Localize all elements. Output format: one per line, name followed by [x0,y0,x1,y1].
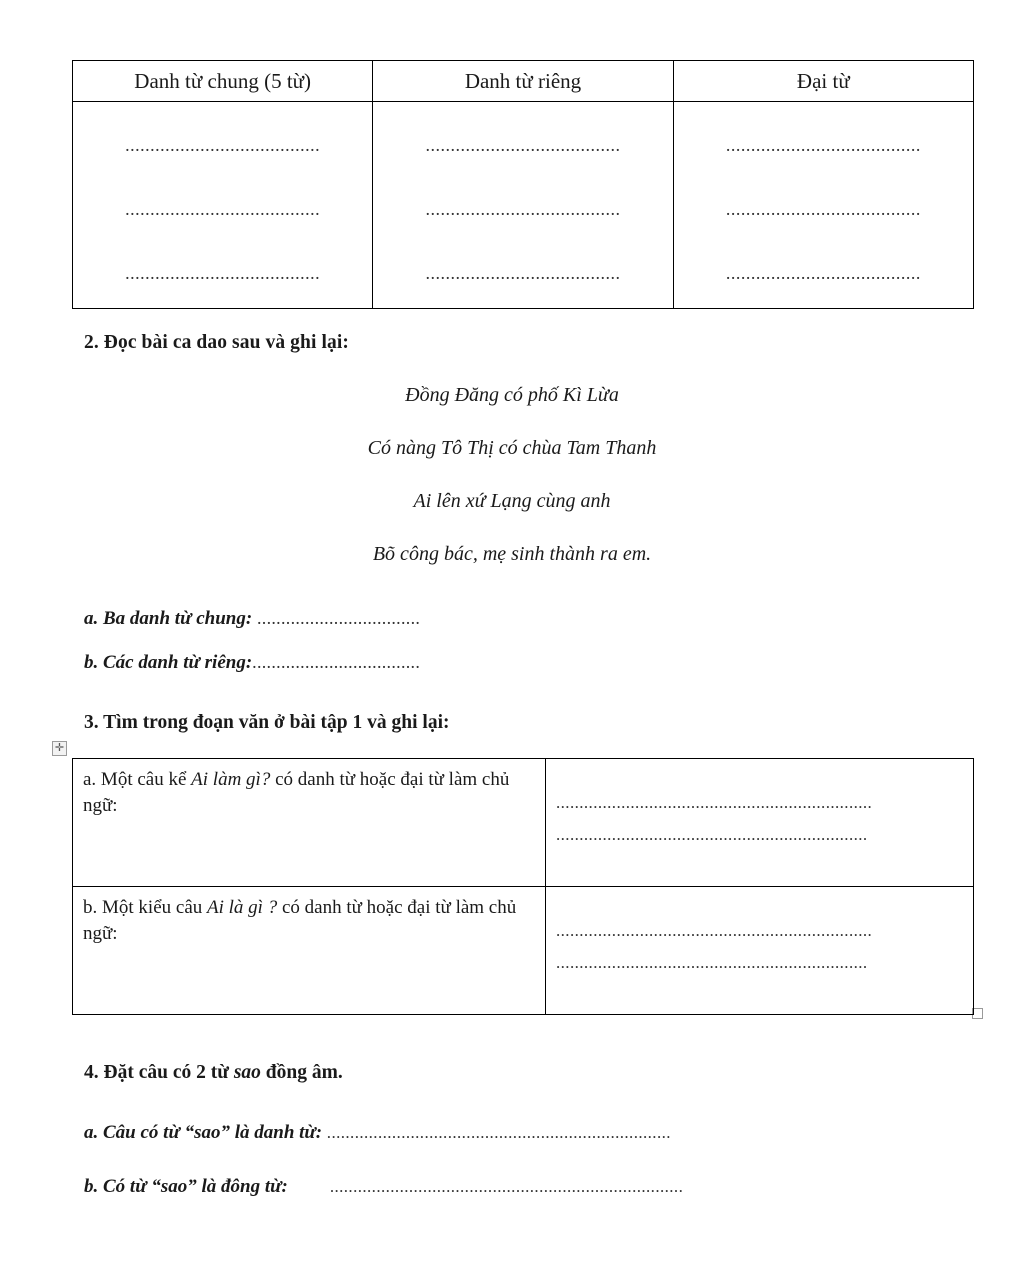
cell-prompt-a [73,759,546,887]
column-header-proper-nouns: Danh từ riêng [373,61,673,102]
question-4b [84,1176,683,1198]
blank-line: ....................................... [725,136,921,154]
answer-blank[interactable]: .................................. [252,608,421,628]
poem-line: Bõ công bác, mẹ sinh thành ra em. [372,543,652,565]
question-4-title-post: đồng âm. [260,1062,343,1083]
question-3-table [72,758,974,1015]
question-4-title [84,1062,343,1084]
cell-answer-a[interactable] [546,759,974,887]
prompt-b-pre: b. Một kiểu câu [83,897,208,918]
noun-classification-table [72,60,974,309]
prompt-a-post: có danh từ hoặc đại từ làm chủ ngữ: [83,769,510,816]
table-row [73,887,974,1015]
move-table-icon[interactable]: ✛ [52,741,67,756]
poem-line: Đồng Đăng có phố Kì Lừa [405,384,619,406]
column-header-common-nouns: Danh từ chung (5 từ) [73,61,373,102]
question-2a [84,608,420,630]
question-2b [84,652,420,674]
cell-answer-b[interactable] [546,887,974,1015]
answer-blank[interactable]: ............................................................................ [329,1177,684,1196]
poem-block [72,385,952,597]
answer-blank[interactable]: .......................................................................... [322,1123,671,1142]
question-2-title: 2. Đọc bài ca dao sau và ghi lại: [84,332,349,353]
question-4-title-pre: 4. Đặt câu có 2 từ [84,1062,234,1083]
blank-line: ....................................... [725,264,921,282]
blank-line: ....................................... [425,136,621,154]
blank-line: ................................................................... [556,953,868,973]
question-3-title: 3. Tìm trong đoạn văn ở bài tập 1 và ghi lại: [84,712,450,733]
question-4b-label: b. Có từ “sao” là đông từ: [84,1176,288,1197]
prompt-a-italic: Ai làm gì? [191,769,271,790]
question-2b-label: b. Các danh từ riêng: [84,652,253,673]
question-4-title-italic: sao [233,1062,261,1083]
poem-line: Có nàng Tô Thị có chùa Tam Thanh [367,437,657,459]
cell-proper-nouns[interactable] [373,102,673,309]
question-2a-label: a. Ba danh từ chung: [84,608,253,629]
poem-line: Ai lên xứ Lạng cùng anh [413,490,611,512]
blank-line: ....................................... [425,264,621,282]
table-header-row [73,61,974,102]
blank-line: ................................................................... [556,825,868,845]
blank-line: ....................................... [125,136,321,154]
cell-pronouns[interactable] [673,102,973,309]
column-header-pronouns: Đại từ [673,61,973,102]
answer-blank[interactable]: ................................... [252,652,421,672]
blank-line: .................................................................... [556,793,873,812]
prompt-b-italic: Ai là gì ? [207,897,278,918]
blank-line: ....................................... [125,200,321,218]
blank-line: .................................................................... [556,921,873,940]
prompt-b-post: có danh từ hoặc đại từ làm chủ ngữ: [83,897,517,944]
table-row [73,102,974,309]
question-4a-label: a. Câu có từ “sao” là danh từ: [84,1122,323,1143]
blank-line: ....................................... [725,200,921,218]
cell-common-nouns[interactable] [73,102,373,309]
question-4a [84,1122,671,1144]
blank-line: ....................................... [425,200,621,218]
table-row [73,759,974,887]
cell-prompt-b [73,887,546,1015]
prompt-a-pre: a. Một câu kể [83,769,192,790]
blank-line: ....................................... [125,264,321,282]
